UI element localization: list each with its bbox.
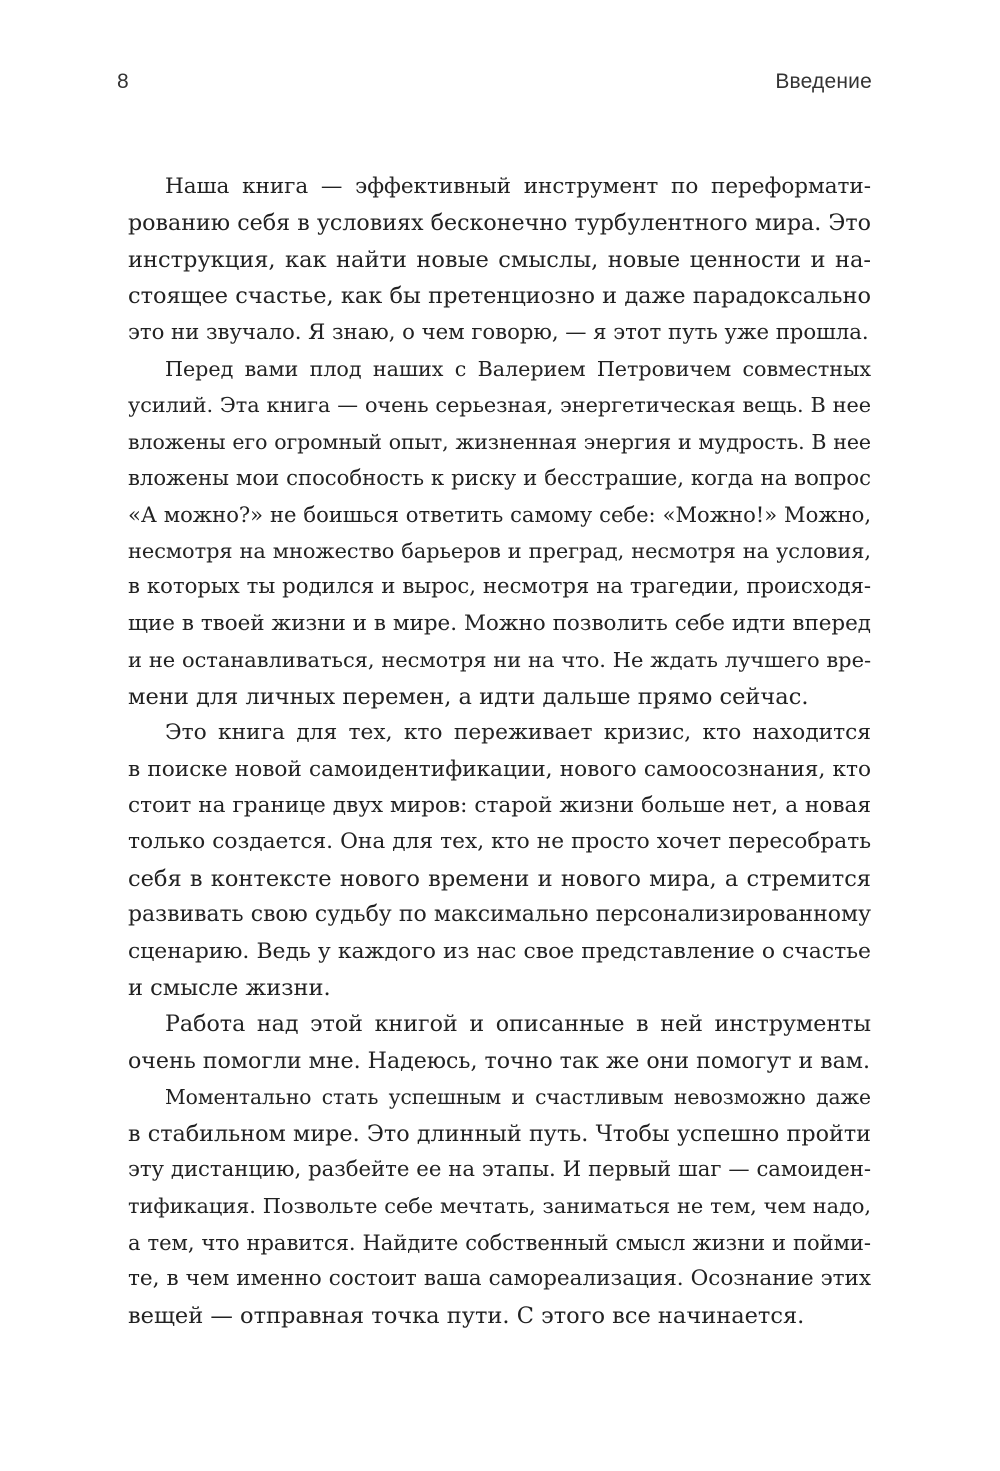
body-text	[128, 169, 871, 1334]
text-line: Наша книга — эффективный инструмент по переформати-	[165, 174, 871, 199]
text-line: в поиске новой самоидентификации, нового самоосознания, кто	[128, 756, 871, 782]
text-line: очень помогли мне. Надеюсь, точно так же они помогут и вам.	[128, 1047, 871, 1074]
text-line: себя в контексте нового времени и нового мира, а стремится	[128, 865, 871, 892]
text-line: вложены мои способность к риску и бесстрашие, когда на вопрос	[128, 465, 871, 491]
text-line: Работа над этой книгой и описанные в ней инструменты	[165, 1011, 871, 1038]
text-line: вложены его огромный опыт, жизненная энергия и мудрость. В нее	[128, 429, 871, 454]
text-line: мени для личных перемен, а идти дальше прямо сейчас.	[128, 683, 809, 710]
text-line: щие в твоей жизни и в мире. Можно позволить себе идти вперед	[128, 610, 871, 636]
text-line: стоит на границе двух миров: старой жизни больше нет, а новая	[128, 792, 871, 818]
text-line: инструкция, как найти новые смыслы, новые ценности и на-	[128, 246, 871, 273]
text-line: и смысле жизни.	[128, 974, 331, 1001]
text-line: стоящее счастье, как бы претенциозно и даже парадоксально	[128, 283, 871, 310]
text-line: тификация. Позвольте себе мечтать, заниматься не тем, чем надо,	[128, 1194, 871, 1219]
section-title: Введение	[775, 70, 872, 93]
text-line: вещей — отправная точка пути. С этого все начинается.	[128, 1302, 805, 1329]
text-line: сценарию. Ведь у каждого из нас свое представление о счастье	[128, 938, 871, 964]
page-number: 8	[117, 70, 129, 93]
paragraph	[128, 715, 871, 1006]
paragraph	[128, 1079, 871, 1334]
text-line: Это книга для тех, кто переживает кризис, кто находится	[165, 720, 871, 746]
text-line: те, в чем именно состоит ваша самореализация. Осознание этих	[128, 1266, 871, 1292]
text-line: и не останавливаться, несмотря ни на что. Не ждать лучшего вре-	[128, 648, 871, 673]
paragraph	[128, 351, 871, 715]
text-line: только создается. Она для тех, кто не просто хочет пересобрать	[128, 829, 871, 855]
text-line: Моментально стать успешным и счастливым невозможно даже	[165, 1085, 871, 1110]
text-line: развивать свою судьбу по максимально персонализированному	[128, 902, 871, 928]
text-line: эту дистанцию, разбейте ее на этапы. И первый шаг — самоиден-	[128, 1156, 871, 1182]
text-line: в которых ты родился и вырос, несмотря на трагедии, происходя-	[128, 574, 871, 600]
text-line: рованию себя в условиях бесконечно турбулентного мира. Это	[128, 210, 871, 237]
text-line: это ни звучало. Я знаю, о чем говорю, — я этот путь уже прошла.	[128, 319, 869, 345]
paragraph	[128, 1006, 871, 1079]
text-line: «А можно?» не боишься ответить самому себе: «Можно!» Можно,	[128, 501, 871, 527]
text-line: Перед вами плод наших с Валерием Петровичем совместных	[165, 357, 871, 382]
text-line: несмотря на множество барьеров и преград, несмотря на условия,	[128, 539, 871, 564]
paragraph	[128, 169, 871, 351]
text-line: в стабильном мире. Это длинный путь. Чтобы успешно пройти	[128, 1120, 871, 1147]
running-head	[117, 70, 872, 100]
text-line: а тем, что нравится. Найдите собственный смысл жизни и пойми-	[128, 1229, 871, 1255]
text-line: усилий. Эта книга — очень серьезная, энергетическая вещь. В нее	[128, 393, 871, 418]
